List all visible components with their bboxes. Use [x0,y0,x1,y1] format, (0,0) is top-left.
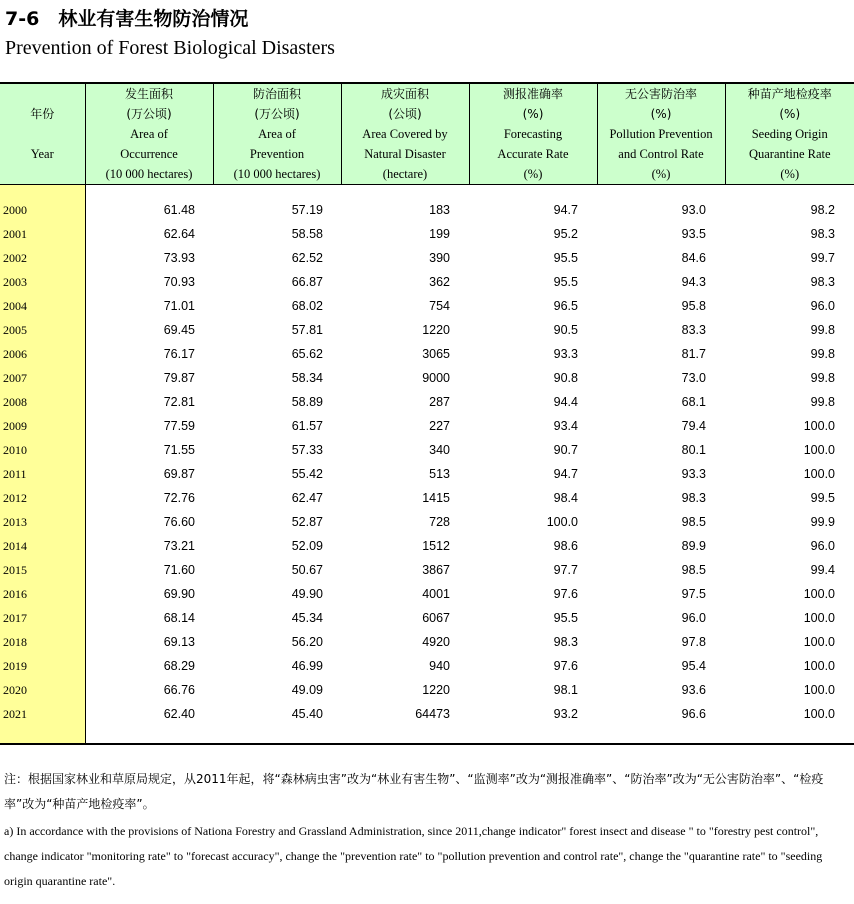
value-cell: 94.7 [553,203,578,217]
spacer-cell [725,185,854,199]
tail-row [0,726,854,743]
value-cell: 65.62 [291,347,323,361]
value-cell: 46.99 [291,659,323,673]
value-cell: 95.5 [553,611,578,625]
table-row [0,702,854,726]
spacer-cell [469,185,597,199]
spacer-row [0,185,854,199]
value-cell: 56.20 [291,635,323,649]
value-cell: 80.1 [681,443,706,457]
value-cell: 93.3 [553,347,578,361]
value-cell: 89.9 [681,539,706,553]
value-cell: 66.76 [163,683,195,697]
footnote-english: a) In accordance with the provisions of Nationa Forestry and Grassland Administration, since 2011,change indicator" forest insect and disease " to "forestry pest control", change indicator "monitoring rate" to "forecast accuracy", change the "prevention rate" to "pollution prevention and control rate", change the "quarantine rate" to "seeding origin quarantine rate". [4,824,823,888]
value-cell: 99.9 [810,515,835,529]
value-cell: 93.2 [553,707,578,721]
value-cell: 98.1 [553,683,578,697]
value-cell: 98.5 [681,515,706,529]
value-cell: 98.3 [810,275,835,289]
spacer-cell [725,726,854,743]
value-cell: 58.34 [291,371,323,385]
table-row [0,366,854,390]
year-cell: 2007 [0,366,85,390]
value-cell: 79.87 [163,371,195,385]
value-cell: 340 [429,443,450,457]
table-row [0,462,854,486]
value-cell: 96.5 [553,299,578,313]
column-header-area-of-occurrence: 发生面积 (万公顷) Area of Occurrence (10 000 hectares) [85,84,213,185]
value-cell: 9000 [422,371,450,385]
value-cell: 73.93 [163,251,195,265]
table-row [0,222,854,246]
value-cell: 97.6 [553,587,578,601]
year-cell [0,726,85,743]
value-cell: 96.0 [681,611,706,625]
table-row [0,582,854,606]
table-row [0,294,854,318]
value-cell: 4920 [422,635,450,649]
value-cell: 68.14 [163,611,195,625]
value-cell: 93.6 [681,683,706,697]
value-cell: 95.5 [553,251,578,265]
value-cell: 100.0 [803,587,835,601]
spacer-cell [469,726,597,743]
year-cell: 2005 [0,318,85,342]
year-cell: 2018 [0,630,85,654]
table-row [0,558,854,582]
value-cell: 57.81 [291,323,323,337]
value-cell: 199 [429,227,450,241]
value-cell: 94.4 [553,395,578,409]
value-cell: 97.7 [553,563,578,577]
value-cell: 90.5 [553,323,578,337]
value-cell: 68.29 [163,659,195,673]
spacer-cell [213,185,341,199]
value-cell: 99.8 [810,371,835,385]
column-header-pollution-control-rate: 无公害防治率 (%) Pollution Prevention and Control Rate (%) [597,84,725,185]
year-cell: 2016 [0,582,85,606]
value-cell: 71.60 [163,563,195,577]
statistics-table [0,84,854,743]
value-cell: 99.4 [810,563,835,577]
value-cell: 728 [429,515,450,529]
value-cell: 98.5 [681,563,706,577]
value-cell: 77.59 [163,419,195,433]
column-header-quarantine-rate: 种苗产地检疫率 (%) Seeding Origin Quarantine Rate (%) [725,84,854,185]
table-row [0,510,854,534]
value-cell: 71.55 [163,443,195,457]
value-cell: 100.0 [803,707,835,721]
value-cell: 68.1 [681,395,706,409]
value-cell: 62.40 [163,707,195,721]
value-cell: 95.8 [681,299,706,313]
value-cell: 52.87 [291,515,323,529]
value-cell: 69.45 [163,323,195,337]
value-cell: 61.48 [163,203,195,217]
value-cell: 1220 [422,683,450,697]
bottom-rule [0,743,854,745]
value-cell: 76.17 [163,347,195,361]
value-cell: 98.4 [553,491,578,505]
value-cell: 69.87 [163,467,195,481]
value-cell: 100.0 [803,443,835,457]
year-cell: 2008 [0,390,85,414]
value-cell: 69.90 [163,587,195,601]
table-row [0,534,854,558]
value-cell: 70.93 [163,275,195,289]
table-body [0,185,854,744]
value-cell: 96.6 [681,707,706,721]
value-cell: 98.3 [681,491,706,505]
year-cell: 2021 [0,702,85,726]
value-cell: 90.7 [553,443,578,457]
table-row [0,606,854,630]
value-cell: 100.0 [803,419,835,433]
value-cell: 98.3 [553,635,578,649]
year-cell: 2003 [0,270,85,294]
value-cell: 513 [429,467,450,481]
year-cell: 2004 [0,294,85,318]
value-cell: 93.3 [681,467,706,481]
value-cell: 390 [429,251,450,265]
value-cell: 97.5 [681,587,706,601]
value-cell: 100.0 [803,683,835,697]
value-cell: 71.01 [163,299,195,313]
value-cell: 76.60 [163,515,195,529]
value-cell: 98.3 [810,227,835,241]
spacer-cell [597,726,725,743]
value-cell: 100.0 [803,659,835,673]
value-cell: 62.47 [291,491,323,505]
value-cell: 362 [429,275,450,289]
value-cell: 754 [429,299,450,313]
spacer-cell [85,726,213,743]
year-cell: 2009 [0,414,85,438]
header-row [0,84,854,185]
year-cell: 2015 [0,558,85,582]
value-cell: 99.8 [810,395,835,409]
value-cell: 3065 [422,347,450,361]
value-cell: 98.6 [553,539,578,553]
footnote [4,767,850,894]
value-cell: 97.8 [681,635,706,649]
table-row [0,438,854,462]
value-cell: 84.6 [681,251,706,265]
value-cell: 52.09 [291,539,323,553]
value-cell: 95.4 [681,659,706,673]
value-cell: 72.81 [163,395,195,409]
value-cell: 68.02 [291,299,323,313]
value-cell: 90.8 [553,371,578,385]
value-cell: 3867 [422,563,450,577]
value-cell: 99.8 [810,323,835,337]
value-cell: 57.19 [291,203,323,217]
value-cell: 227 [429,419,450,433]
value-cell: 1220 [422,323,450,337]
table-row [0,654,854,678]
spacer-cell [85,185,213,199]
value-cell: 57.33 [291,443,323,457]
year-cell: 2000 [0,198,85,222]
value-cell: 94.7 [553,467,578,481]
year-cell: 2014 [0,534,85,558]
year-cell [0,185,85,199]
value-cell: 49.90 [291,587,323,601]
value-cell: 93.4 [553,419,578,433]
value-cell: 6067 [422,611,450,625]
year-cell: 2012 [0,486,85,510]
spacer-cell [597,185,725,199]
column-header-area-of-prevention: 防治面积 (万公顷) Area of Prevention (10 000 hectares) [213,84,341,185]
table-row [0,678,854,702]
value-cell: 96.0 [810,539,835,553]
value-cell: 98.2 [810,203,835,217]
year-cell: 2019 [0,654,85,678]
value-cell: 99.5 [810,491,835,505]
value-cell: 72.76 [163,491,195,505]
year-cell: 2006 [0,342,85,366]
table-row [0,390,854,414]
value-cell: 93.5 [681,227,706,241]
value-cell: 61.57 [291,419,323,433]
value-cell: 62.64 [163,227,195,241]
value-cell: 81.7 [681,347,706,361]
value-cell: 83.3 [681,323,706,337]
value-cell: 73.21 [163,539,195,553]
column-header-year: 年份 Year [0,84,85,185]
value-cell: 64473 [415,707,450,721]
value-cell: 1512 [422,539,450,553]
value-cell: 96.0 [810,299,835,313]
value-cell: 100.0 [546,515,578,529]
spacer-cell [213,726,341,743]
table-title-chinese: 7-6 林业有害生物防治情况 [5,8,249,30]
value-cell: 45.40 [291,707,323,721]
value-cell: 55.42 [291,467,323,481]
value-cell: 97.6 [553,659,578,673]
value-cell: 100.0 [803,467,835,481]
value-cell: 99.8 [810,347,835,361]
value-cell: 100.0 [803,635,835,649]
value-cell: 73.0 [681,371,706,385]
value-cell: 100.0 [803,611,835,625]
value-cell: 62.52 [291,251,323,265]
value-cell: 93.0 [681,203,706,217]
table-row [0,342,854,366]
table-row [0,414,854,438]
table-row [0,630,854,654]
value-cell: 79.4 [681,419,706,433]
table-row [0,318,854,342]
column-header-disaster-area: 成灾面积 (公顷) Area Covered by Natural Disaster (hectare) [341,84,469,185]
value-cell: 287 [429,395,450,409]
value-cell: 50.67 [291,563,323,577]
footnote-chinese: 注：根据国家林业和草原局规定，从2011年起，将“森林病虫害”改为“林业有害生物”、“监测率”改为“测报准确率”、“防治率”改为“无公害防治率”、“检疫率”改为“种苗产地检疫率”。 [4,772,824,811]
value-cell: 4001 [422,587,450,601]
spacer-cell [341,726,469,743]
spacer-cell [341,185,469,199]
table-row [0,198,854,222]
year-cell: 2017 [0,606,85,630]
year-cell: 2020 [0,678,85,702]
year-cell: 2010 [0,438,85,462]
year-cell: 2001 [0,222,85,246]
value-cell: 58.58 [291,227,323,241]
value-cell: 95.5 [553,275,578,289]
column-header-forecasting-rate: 测报准确率 (%) Forecasting Accurate Rate (%) [469,84,597,185]
table-row [0,246,854,270]
year-cell: 2013 [0,510,85,534]
value-cell: 1415 [422,491,450,505]
table-title-english: Prevention of Forest Biological Disasters [5,37,335,59]
value-cell: 183 [429,203,450,217]
value-cell: 66.87 [291,275,323,289]
year-cell: 2002 [0,246,85,270]
value-cell: 94.3 [681,275,706,289]
value-cell: 69.13 [163,635,195,649]
value-cell: 99.7 [810,251,835,265]
value-cell: 49.09 [291,683,323,697]
value-cell: 45.34 [291,611,323,625]
table-row [0,270,854,294]
value-cell: 940 [429,659,450,673]
year-cell: 2011 [0,462,85,486]
value-cell: 58.89 [291,395,323,409]
table-row [0,486,854,510]
value-cell: 95.2 [553,227,578,241]
